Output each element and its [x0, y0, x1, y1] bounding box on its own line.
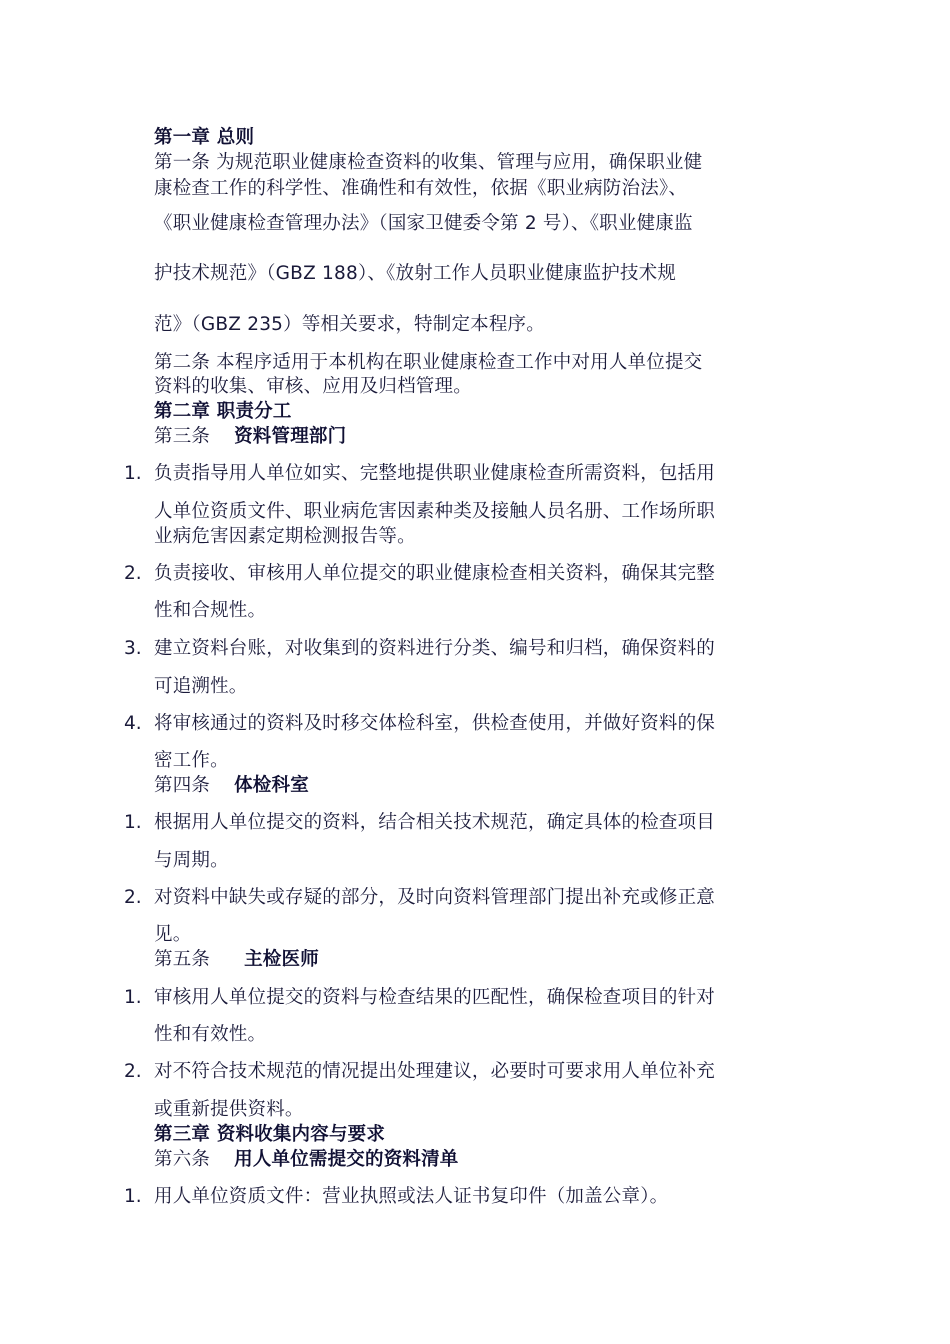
list-item-line: 对资料中缺失或存疑的部分，及时向资料管理部门提出补充或修正意 [154, 887, 716, 908]
list-number: 1. [124, 987, 142, 1008]
article-6-heading [154, 1147, 804, 1173]
list-number: 2. [124, 1061, 142, 1082]
list-number: 4. [124, 713, 142, 734]
list-item-line: 可追溯性。 [154, 676, 248, 697]
chapter-2-title: 第二章 职责分工 [154, 401, 292, 422]
list-item-line: 建立资料台账，对收集到的资料进行分类、编号和归档，确保资料的 [154, 638, 716, 659]
list-item-line: 性和合规性。 [154, 600, 267, 621]
article-3-label: 第三条 [154, 426, 211, 447]
list-item-line: 与周期。 [154, 850, 229, 871]
list-item-line: 将审核通过的资料及时移交体检科室，供检查使用，并做好资料的保 [154, 713, 716, 734]
list-item-line: 对不符合技术规范的情况提出处理建议，必要时可要求用人单位补充 [154, 1061, 716, 1082]
list-item-line: 见。 [154, 924, 192, 945]
article-3-heading [154, 424, 804, 450]
article-4-heading [154, 773, 804, 799]
list-item-line: 负责指导用人单位如实、完整地提供职业健康检查所需资料，包括用 [154, 463, 716, 484]
article-3-title: 资料管理部门 [234, 426, 347, 447]
list-number: 1. [124, 1186, 142, 1207]
article-1-line: 护技术规范》（GBZ 188）、《放射工作人员职业健康监护技术规 [154, 263, 677, 284]
list-item-line: 审核用人单位提交的资料与检查结果的匹配性，确保检查项目的针对 [154, 987, 716, 1008]
article-1-line: 《职业健康检查管理办法》（国家卫健委令第 2 号）、《职业健康监 [154, 213, 693, 234]
article-4-title: 体检科室 [234, 775, 309, 796]
article-1-line: 范》（GBZ 235）等相关要求，特制定本程序。 [154, 314, 545, 335]
chapter-1-title: 第一章 总则 [154, 127, 255, 148]
list-number: 2. [124, 563, 142, 584]
article-5-title: 主检医师 [244, 949, 319, 970]
chapter-3-title: 第三章 资料收集内容与要求 [154, 1124, 386, 1145]
article-5-label: 第五条 [154, 949, 211, 970]
article-6-title: 用人单位需提交的资料清单 [234, 1149, 459, 1170]
list-item-line: 人单位资质文件、职业病危害因素种类及接触人员名册、工作场所职 [154, 501, 716, 522]
list-item-line: 用人单位资质文件：营业执照或法人证书复印件（加盖公章）。 [154, 1186, 669, 1207]
list-number: 1. [124, 812, 142, 833]
article-1-line: 第一条 为规范职业健康检查资料的收集、管理与应用，确保职业健 [154, 152, 703, 173]
list-number: 1. [124, 463, 142, 484]
article-2-line: 第二条 本程序适用于本机构在职业健康检查工作中对用人单位提交 [154, 352, 703, 373]
list-item-line: 或重新提供资料。 [154, 1099, 304, 1120]
article-4-label: 第四条 [154, 775, 211, 796]
article-1-line: 康检查工作的科学性、准确性和有效性，依据《职业病防治法》、 [154, 178, 688, 199]
list-number: 3. [124, 638, 142, 659]
list-number: 2. [124, 887, 142, 908]
list-item-line: 性和有效性。 [154, 1024, 267, 1045]
article-5-heading [154, 947, 804, 973]
list-item-line: 负责接收、审核用人单位提交的职业健康检查相关资料，确保其完整 [154, 563, 716, 584]
list-item-line: 密工作。 [154, 750, 229, 771]
list-item-line: 业病危害因素定期检测报告等。 [154, 526, 416, 547]
article-6-label: 第六条 [154, 1149, 211, 1170]
list-item-line: 根据用人单位提交的资料，结合相关技术规范，确定具体的检查项目 [154, 812, 716, 833]
article-2-line: 资料的收集、审核、应用及归档管理。 [154, 376, 472, 397]
